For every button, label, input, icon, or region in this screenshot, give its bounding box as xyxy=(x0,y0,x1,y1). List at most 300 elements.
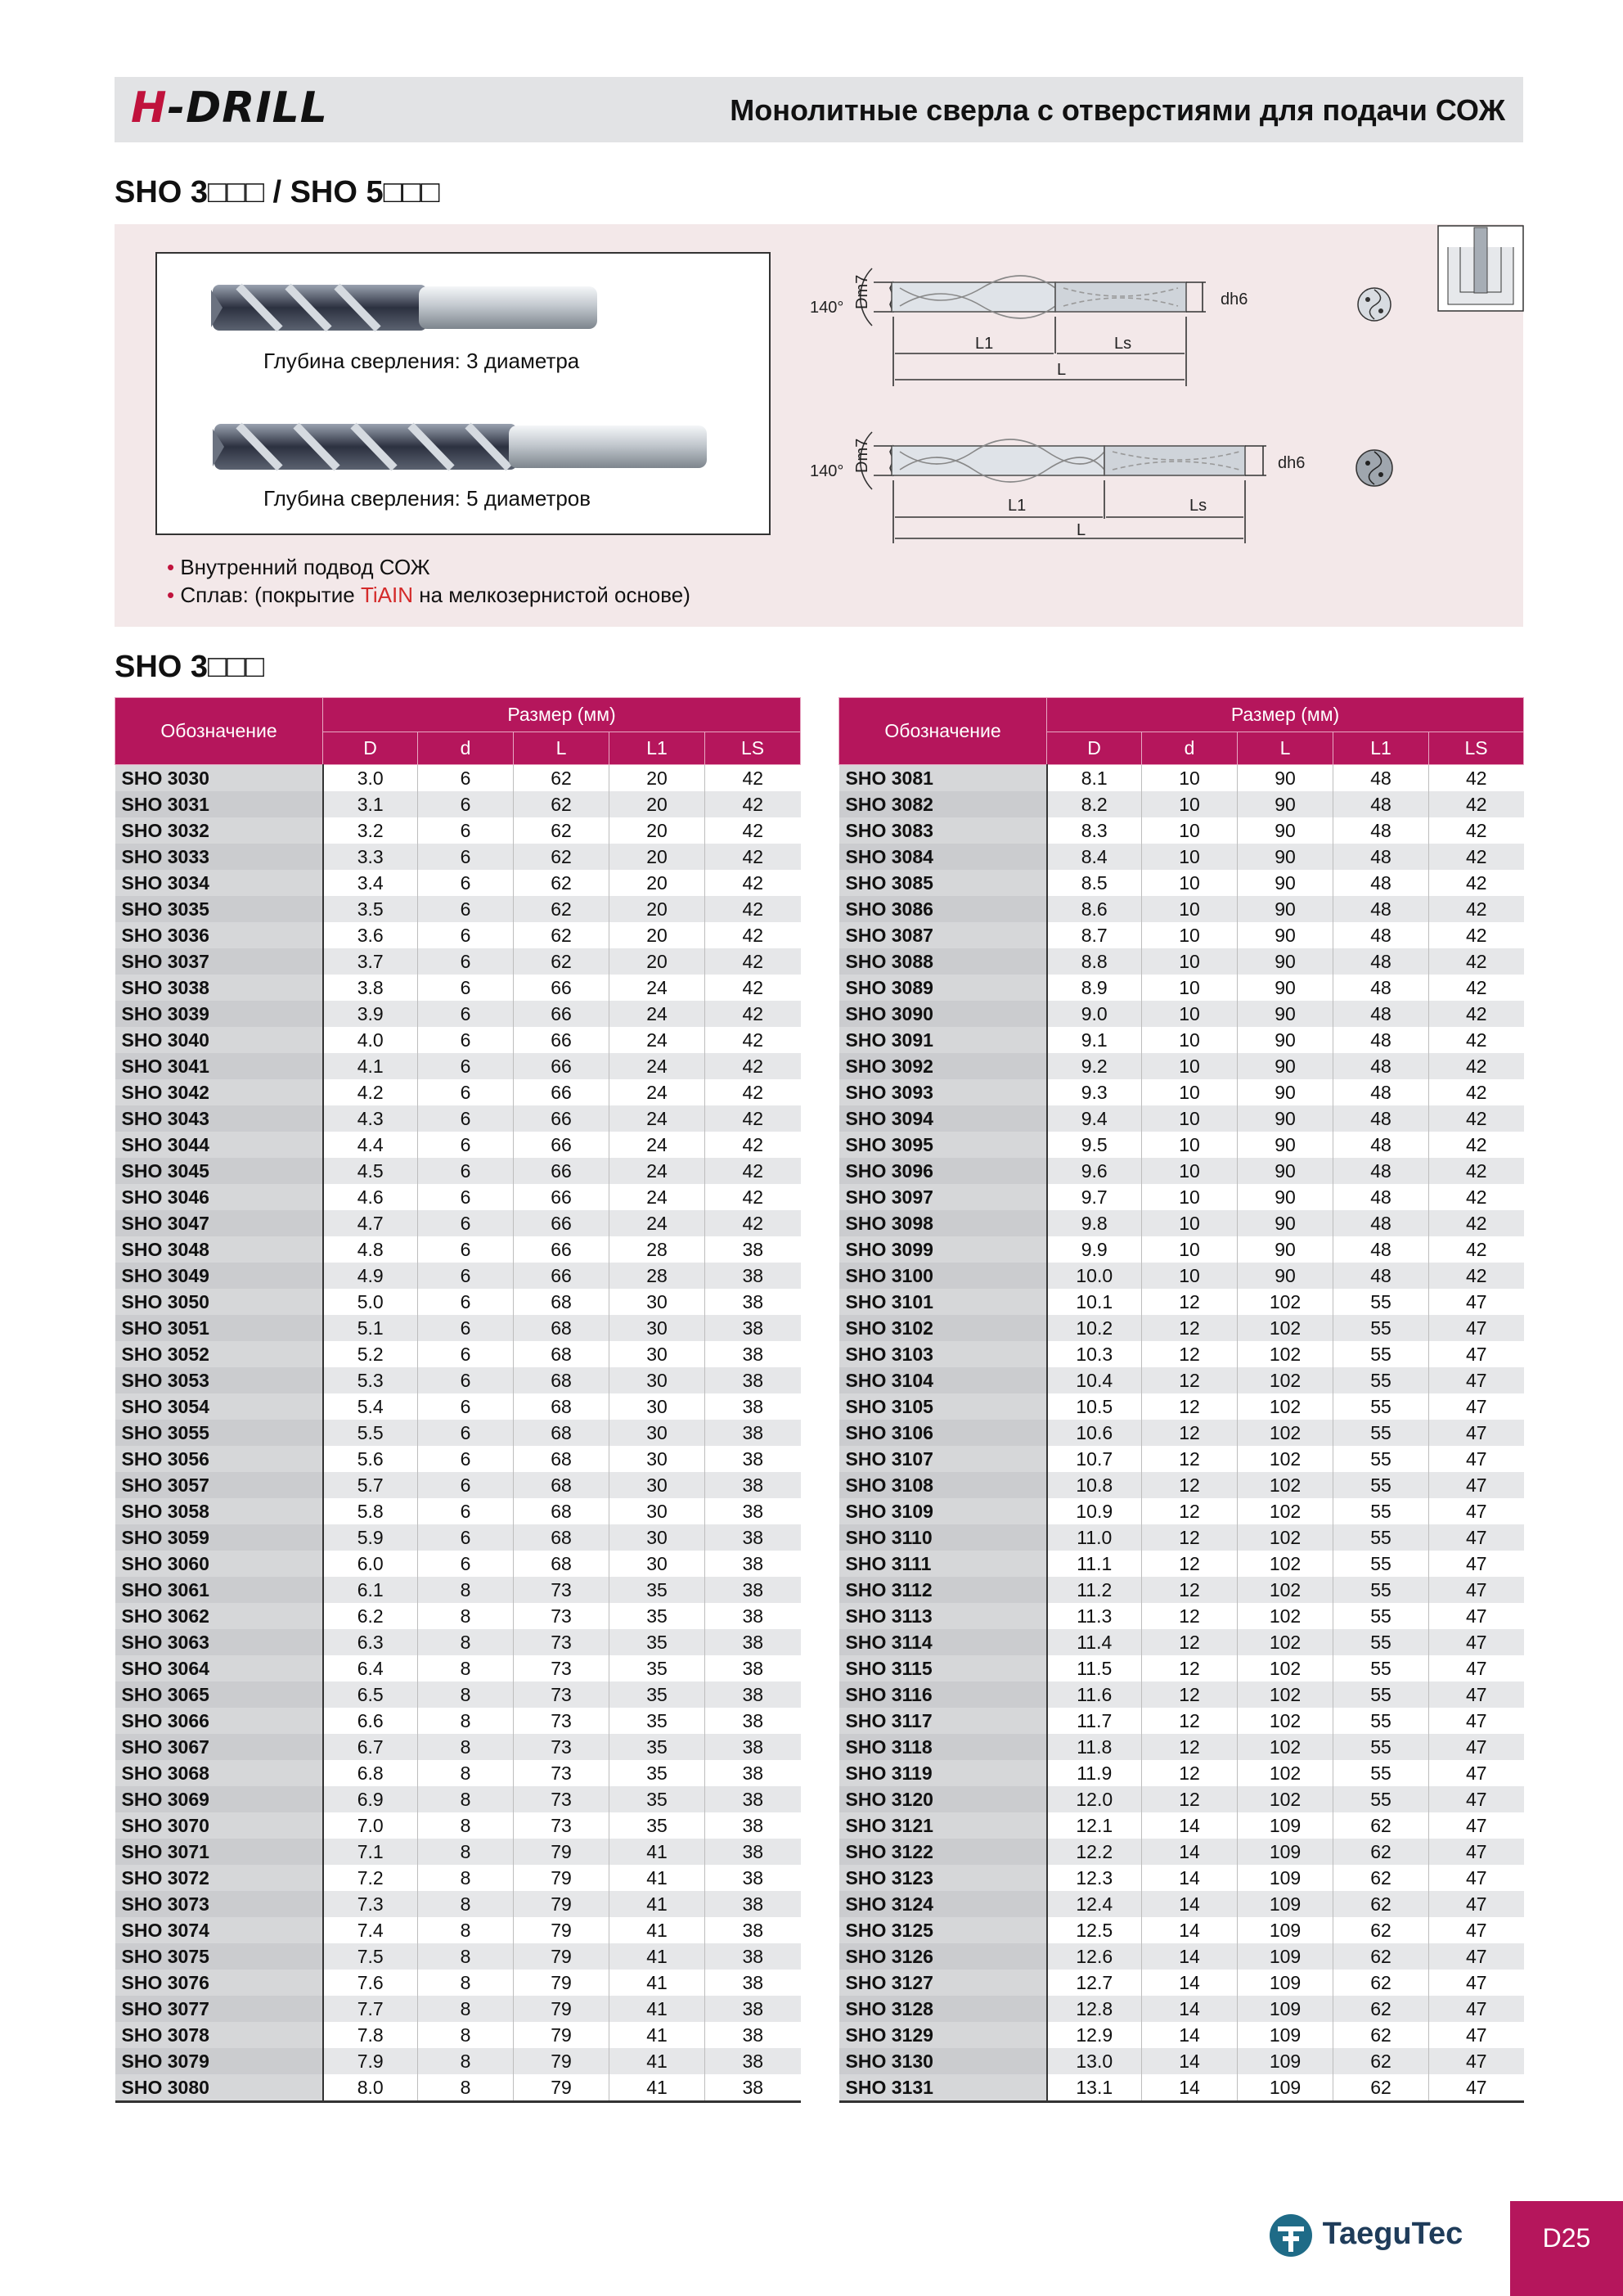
value-cell: 12 xyxy=(1142,1708,1238,1734)
col-size-group: Размер (мм) xyxy=(323,698,801,732)
designation-cell: SHO 3062 xyxy=(115,1603,323,1629)
value-cell: 38 xyxy=(705,1524,801,1551)
designation-cell: SHO 3127 xyxy=(839,1970,1047,1996)
spec-table-left xyxy=(115,697,801,2103)
value-cell: 90 xyxy=(1238,1053,1333,1079)
table-row xyxy=(839,1001,1524,1027)
table-row xyxy=(115,1289,801,1315)
value-cell: 12.4 xyxy=(1047,1891,1142,1917)
value-cell: 5.9 xyxy=(323,1524,418,1551)
value-cell: 41 xyxy=(609,1970,705,1996)
value-cell: 55 xyxy=(1333,1760,1429,1786)
value-cell: 6 xyxy=(418,922,514,948)
value-cell: 62 xyxy=(514,948,609,975)
value-cell: 55 xyxy=(1333,1708,1429,1734)
value-cell: 7.9 xyxy=(323,2048,418,2074)
value-cell: 47 xyxy=(1429,1393,1524,1420)
value-cell: 10 xyxy=(1142,1210,1238,1236)
value-cell: 10 xyxy=(1142,765,1238,792)
value-cell: 38 xyxy=(705,1708,801,1734)
ls-label-3d: Ls xyxy=(1114,335,1132,353)
value-cell: 35 xyxy=(609,1760,705,1786)
value-cell: 6 xyxy=(418,1420,514,1446)
designation-cell: SHO 3091 xyxy=(839,1027,1047,1053)
value-cell: 6 xyxy=(418,844,514,870)
value-cell: 62 xyxy=(514,896,609,922)
value-cell: 35 xyxy=(609,1681,705,1708)
value-cell: 42 xyxy=(1429,844,1524,870)
value-cell: 47 xyxy=(1429,1812,1524,1839)
value-cell: 42 xyxy=(1429,1236,1524,1263)
value-cell: 6.7 xyxy=(323,1734,418,1760)
designation-cell: SHO 3049 xyxy=(115,1263,323,1289)
value-cell: 8 xyxy=(418,1655,514,1681)
value-cell: 38 xyxy=(705,1786,801,1812)
value-cell: 10.4 xyxy=(1047,1367,1142,1393)
value-cell: 68 xyxy=(514,1315,609,1341)
table-row xyxy=(115,1263,801,1289)
value-cell: 6 xyxy=(418,1472,514,1498)
value-cell: 47 xyxy=(1429,2048,1524,2074)
value-cell: 38 xyxy=(705,1603,801,1629)
value-cell: 90 xyxy=(1238,896,1333,922)
value-cell: 3.4 xyxy=(323,870,418,896)
value-cell: 47 xyxy=(1429,1446,1524,1472)
value-cell: 35 xyxy=(609,1812,705,1839)
table-row xyxy=(839,765,1524,792)
value-cell: 12 xyxy=(1142,1446,1238,1472)
col-D: D xyxy=(1047,732,1142,765)
value-cell: 90 xyxy=(1238,765,1333,792)
value-cell: 42 xyxy=(705,870,801,896)
value-cell: 62 xyxy=(1333,1917,1429,1943)
table-row xyxy=(839,2074,1524,2102)
value-cell: 66 xyxy=(514,1105,609,1132)
designation-cell: SHO 3057 xyxy=(115,1472,323,1498)
taegutec-emblem-icon xyxy=(1268,2213,1314,2258)
table-row xyxy=(839,1263,1524,1289)
table-row xyxy=(839,1551,1524,1577)
value-cell: 48 xyxy=(1333,1001,1429,1027)
designation-cell: SHO 3087 xyxy=(839,922,1047,948)
table-row xyxy=(115,1210,801,1236)
value-cell: 66 xyxy=(514,1001,609,1027)
value-cell: 6 xyxy=(418,870,514,896)
value-cell: 9.7 xyxy=(1047,1184,1142,1210)
table-row xyxy=(115,896,801,922)
value-cell: 102 xyxy=(1238,1734,1333,1760)
table-row xyxy=(839,896,1524,922)
value-cell: 66 xyxy=(514,1053,609,1079)
table-row xyxy=(115,975,801,1001)
value-cell: 13.0 xyxy=(1047,2048,1142,2074)
value-cell: 30 xyxy=(609,1498,705,1524)
value-cell: 10 xyxy=(1142,1184,1238,1210)
value-cell: 30 xyxy=(609,1315,705,1341)
value-cell: 38 xyxy=(705,2074,801,2102)
value-cell: 62 xyxy=(1333,2074,1429,2102)
value-cell: 10 xyxy=(1142,870,1238,896)
table-row xyxy=(115,1970,801,1996)
value-cell: 6 xyxy=(418,1498,514,1524)
value-cell: 68 xyxy=(514,1341,609,1367)
value-cell: 11.7 xyxy=(1047,1708,1142,1734)
designation-cell: SHO 3074 xyxy=(115,1917,323,1943)
value-cell: 8 xyxy=(418,2048,514,2074)
value-cell: 73 xyxy=(514,1760,609,1786)
end-view-3d xyxy=(1358,288,1391,321)
table-row xyxy=(115,1943,801,1970)
table-row xyxy=(115,1158,801,1184)
value-cell: 24 xyxy=(609,1001,705,1027)
designation-cell: SHO 3063 xyxy=(115,1629,323,1655)
value-cell: 14 xyxy=(1142,1812,1238,1839)
value-cell: 8.7 xyxy=(1047,922,1142,948)
value-cell: 6 xyxy=(418,1393,514,1420)
value-cell: 42 xyxy=(1429,1001,1524,1027)
designation-cell: SHO 3068 xyxy=(115,1760,323,1786)
table-row xyxy=(839,1865,1524,1891)
value-cell: 48 xyxy=(1333,1263,1429,1289)
value-cell: 62 xyxy=(1333,1865,1429,1891)
table-row xyxy=(115,1367,801,1393)
value-cell: 38 xyxy=(705,1341,801,1367)
designation-cell: SHO 3050 xyxy=(115,1289,323,1315)
value-cell: 5.0 xyxy=(323,1289,418,1315)
value-cell: 8 xyxy=(418,1708,514,1734)
value-cell: 66 xyxy=(514,1079,609,1105)
value-cell: 102 xyxy=(1238,1393,1333,1420)
value-cell: 41 xyxy=(609,2048,705,2074)
designation-cell: SHO 3113 xyxy=(839,1603,1047,1629)
table-row xyxy=(839,1079,1524,1105)
section-title-main: SHO 3□□□ / SHO 5□□□ xyxy=(115,175,440,209)
col-size-group: Размер (мм) xyxy=(1047,698,1524,732)
value-cell: 48 xyxy=(1333,870,1429,896)
value-cell: 47 xyxy=(1429,1839,1524,1865)
value-cell: 12 xyxy=(1142,1577,1238,1603)
designation-cell: SHO 3128 xyxy=(839,1996,1047,2022)
value-cell: 41 xyxy=(609,1839,705,1865)
designation-cell: SHO 3030 xyxy=(115,765,323,792)
value-cell: 6.5 xyxy=(323,1681,418,1708)
value-cell: 6 xyxy=(418,1027,514,1053)
value-cell: 28 xyxy=(609,1263,705,1289)
value-cell: 109 xyxy=(1238,1917,1333,1943)
value-cell: 68 xyxy=(514,1289,609,1315)
table-row xyxy=(115,1446,801,1472)
value-cell: 8 xyxy=(418,1681,514,1708)
value-cell: 6.3 xyxy=(323,1629,418,1655)
designation-cell: SHO 3040 xyxy=(115,1027,323,1053)
value-cell: 48 xyxy=(1333,975,1429,1001)
col-L1: L1 xyxy=(1333,732,1429,765)
value-cell: 8 xyxy=(418,1839,514,1865)
value-cell: 3.9 xyxy=(323,1001,418,1027)
value-cell: 11.3 xyxy=(1047,1603,1142,1629)
value-cell: 10.2 xyxy=(1047,1315,1142,1341)
value-cell: 35 xyxy=(609,1708,705,1734)
value-cell: 8 xyxy=(418,2074,514,2102)
value-cell: 20 xyxy=(609,922,705,948)
value-cell: 8.8 xyxy=(1047,948,1142,975)
value-cell: 73 xyxy=(514,1708,609,1734)
table-row xyxy=(839,1341,1524,1367)
table-row xyxy=(839,791,1524,817)
value-cell: 11.9 xyxy=(1047,1760,1142,1786)
value-cell: 47 xyxy=(1429,1524,1524,1551)
value-cell: 47 xyxy=(1429,1603,1524,1629)
value-cell: 6 xyxy=(418,791,514,817)
value-cell: 38 xyxy=(705,1420,801,1446)
value-cell: 62 xyxy=(514,765,609,792)
value-cell: 11.2 xyxy=(1047,1577,1142,1603)
table-row xyxy=(115,922,801,948)
l-label-5d: L xyxy=(1077,521,1086,539)
designation-cell: SHO 3070 xyxy=(115,1812,323,1839)
designation-cell: SHO 3114 xyxy=(839,1629,1047,1655)
designation-cell: SHO 3117 xyxy=(839,1708,1047,1734)
table-row xyxy=(839,1132,1524,1158)
value-cell: 102 xyxy=(1238,1315,1333,1341)
designation-cell: SHO 3095 xyxy=(839,1132,1047,1158)
table-row xyxy=(839,1786,1524,1812)
designation-cell: SHO 3075 xyxy=(115,1943,323,1970)
designation-cell: SHO 3036 xyxy=(115,922,323,948)
value-cell: 6 xyxy=(418,1341,514,1367)
value-cell: 12 xyxy=(1142,1420,1238,1446)
value-cell: 6 xyxy=(418,1105,514,1132)
value-cell: 12 xyxy=(1142,1498,1238,1524)
value-cell: 90 xyxy=(1238,1001,1333,1027)
value-cell: 8.9 xyxy=(1047,975,1142,1001)
value-cell: 68 xyxy=(514,1367,609,1393)
value-cell: 12 xyxy=(1142,1524,1238,1551)
value-cell: 38 xyxy=(705,1655,801,1681)
value-cell: 55 xyxy=(1333,1315,1429,1341)
value-cell: 79 xyxy=(514,1970,609,1996)
value-cell: 24 xyxy=(609,1053,705,1079)
table-row xyxy=(839,922,1524,948)
value-cell: 10 xyxy=(1142,1079,1238,1105)
designation-cell: SHO 3054 xyxy=(115,1393,323,1420)
value-cell: 38 xyxy=(705,1315,801,1341)
value-cell: 7.6 xyxy=(323,1970,418,1996)
value-cell: 14 xyxy=(1142,1917,1238,1943)
designation-cell: SHO 3086 xyxy=(839,896,1047,922)
value-cell: 66 xyxy=(514,975,609,1001)
table-row xyxy=(115,1891,801,1917)
table-row xyxy=(115,1603,801,1629)
value-cell: 20 xyxy=(609,817,705,844)
value-cell: 102 xyxy=(1238,1289,1333,1315)
table-row xyxy=(839,1053,1524,1079)
value-cell: 42 xyxy=(705,1079,801,1105)
table-row xyxy=(115,1420,801,1446)
value-cell: 42 xyxy=(705,1105,801,1132)
value-cell: 8.1 xyxy=(1047,765,1142,792)
value-cell: 90 xyxy=(1238,1027,1333,1053)
value-cell: 41 xyxy=(609,1996,705,2022)
value-cell: 10 xyxy=(1142,948,1238,975)
value-cell: 66 xyxy=(514,1132,609,1158)
table-row xyxy=(115,844,801,870)
value-cell: 12 xyxy=(1142,1681,1238,1708)
value-cell: 102 xyxy=(1238,1420,1333,1446)
table-row xyxy=(115,1053,801,1079)
value-cell: 47 xyxy=(1429,1472,1524,1498)
value-cell: 8.6 xyxy=(1047,896,1142,922)
value-cell: 10 xyxy=(1142,1236,1238,1263)
value-cell: 8 xyxy=(418,1577,514,1603)
value-cell: 12.9 xyxy=(1047,2022,1142,2048)
value-cell: 6 xyxy=(418,1132,514,1158)
designation-cell: SHO 3088 xyxy=(839,948,1047,975)
designation-cell: SHO 3105 xyxy=(839,1393,1047,1420)
value-cell: 8 xyxy=(418,1917,514,1943)
value-cell: 7.2 xyxy=(323,1865,418,1891)
value-cell: 10 xyxy=(1142,1027,1238,1053)
designation-cell: SHO 3104 xyxy=(839,1367,1047,1393)
value-cell: 38 xyxy=(705,2048,801,2074)
value-cell: 5.6 xyxy=(323,1446,418,1472)
value-cell: 12 xyxy=(1142,1367,1238,1393)
value-cell: 14 xyxy=(1142,1996,1238,2022)
value-cell: 30 xyxy=(609,1393,705,1420)
designation-cell: SHO 3112 xyxy=(839,1577,1047,1603)
value-cell: 6 xyxy=(418,975,514,1001)
value-cell: 8 xyxy=(418,1865,514,1891)
value-cell: 14 xyxy=(1142,1839,1238,1865)
value-cell: 9.2 xyxy=(1047,1053,1142,1079)
value-cell: 10.3 xyxy=(1047,1341,1142,1367)
table-row xyxy=(839,1027,1524,1053)
value-cell: 41 xyxy=(609,1891,705,1917)
end-view-5d xyxy=(1356,450,1392,486)
value-cell: 109 xyxy=(1238,1970,1333,1996)
value-cell: 66 xyxy=(514,1236,609,1263)
dh6-label-3d: dh6 xyxy=(1221,290,1248,308)
designation-cell: SHO 3051 xyxy=(115,1315,323,1341)
brand-logo: H-DRILL xyxy=(131,83,328,133)
table-row xyxy=(839,975,1524,1001)
value-cell: 6 xyxy=(418,1001,514,1027)
value-cell: 3.6 xyxy=(323,922,418,948)
value-cell: 42 xyxy=(705,1027,801,1053)
value-cell: 4.9 xyxy=(323,1263,418,1289)
value-cell: 24 xyxy=(609,1079,705,1105)
value-cell: 90 xyxy=(1238,870,1333,896)
value-cell: 12.3 xyxy=(1047,1865,1142,1891)
value-cell: 6 xyxy=(418,1263,514,1289)
value-cell: 12 xyxy=(1142,1551,1238,1577)
value-cell: 5.2 xyxy=(323,1341,418,1367)
value-cell: 30 xyxy=(609,1341,705,1367)
value-cell: 47 xyxy=(1429,2022,1524,2048)
value-cell: 20 xyxy=(609,765,705,792)
value-cell: 8 xyxy=(418,1734,514,1760)
designation-cell: SHO 3085 xyxy=(839,870,1047,896)
value-cell: 5.7 xyxy=(323,1472,418,1498)
table-row xyxy=(115,1760,801,1786)
feature-item-coolant: • Внутренний подвод СОЖ xyxy=(167,555,430,579)
value-cell: 42 xyxy=(1429,1132,1524,1158)
value-cell: 4.3 xyxy=(323,1105,418,1132)
value-cell: 6 xyxy=(418,1289,514,1315)
designation-cell: SHO 3052 xyxy=(115,1341,323,1367)
value-cell: 109 xyxy=(1238,1996,1333,2022)
value-cell: 12 xyxy=(1142,1603,1238,1629)
designation-cell: SHO 3090 xyxy=(839,1001,1047,1027)
value-cell: 62 xyxy=(1333,1891,1429,1917)
designation-cell: SHO 3118 xyxy=(839,1734,1047,1760)
value-cell: 42 xyxy=(705,975,801,1001)
value-cell: 68 xyxy=(514,1420,609,1446)
value-cell: 7.7 xyxy=(323,1996,418,2022)
value-cell: 6.6 xyxy=(323,1708,418,1734)
value-cell: 109 xyxy=(1238,1865,1333,1891)
value-cell: 42 xyxy=(1429,1158,1524,1184)
value-cell: 35 xyxy=(609,1734,705,1760)
designation-cell: SHO 3111 xyxy=(839,1551,1047,1577)
designation-cell: SHO 3093 xyxy=(839,1079,1047,1105)
value-cell: 6.0 xyxy=(323,1551,418,1577)
value-cell: 30 xyxy=(609,1551,705,1577)
drawing-3d xyxy=(861,268,1206,386)
value-cell: 6 xyxy=(418,1158,514,1184)
value-cell: 9.8 xyxy=(1047,1210,1142,1236)
value-cell: 10 xyxy=(1142,1001,1238,1027)
designation-cell: SHO 3129 xyxy=(839,2022,1047,2048)
value-cell: 30 xyxy=(609,1446,705,1472)
value-cell: 42 xyxy=(1429,765,1524,792)
value-cell: 90 xyxy=(1238,791,1333,817)
value-cell: 90 xyxy=(1238,1105,1333,1132)
table-row xyxy=(115,2074,801,2102)
value-cell: 79 xyxy=(514,1996,609,2022)
value-cell: 62 xyxy=(1333,2048,1429,2074)
value-cell: 20 xyxy=(609,791,705,817)
value-cell: 42 xyxy=(705,1158,801,1184)
value-cell: 42 xyxy=(1429,948,1524,975)
value-cell: 12 xyxy=(1142,1734,1238,1760)
value-cell: 10 xyxy=(1142,896,1238,922)
value-cell: 8 xyxy=(418,1786,514,1812)
value-cell: 90 xyxy=(1238,1263,1333,1289)
table-row xyxy=(839,1996,1524,2022)
designation-cell: SHO 3060 xyxy=(115,1551,323,1577)
value-cell: 79 xyxy=(514,1865,609,1891)
value-cell: 41 xyxy=(609,2022,705,2048)
table-row xyxy=(839,1446,1524,1472)
feature-text-alloy: Сплав: (покрытие xyxy=(180,583,361,607)
value-cell: 35 xyxy=(609,1629,705,1655)
value-cell: 73 xyxy=(514,1681,609,1708)
value-cell: 9.4 xyxy=(1047,1105,1142,1132)
value-cell: 11.6 xyxy=(1047,1681,1142,1708)
value-cell: 42 xyxy=(705,896,801,922)
designation-cell: SHO 3089 xyxy=(839,975,1047,1001)
page-title: Монолитные сверла с отверстиями для подачи СОЖ xyxy=(730,93,1505,127)
value-cell: 11.1 xyxy=(1047,1551,1142,1577)
value-cell: 5.4 xyxy=(323,1393,418,1420)
value-cell: 12 xyxy=(1142,1655,1238,1681)
table-row xyxy=(839,1105,1524,1132)
value-cell: 42 xyxy=(705,844,801,870)
table-row xyxy=(115,1236,801,1263)
value-cell: 55 xyxy=(1333,1603,1429,1629)
value-cell: 4.2 xyxy=(323,1079,418,1105)
